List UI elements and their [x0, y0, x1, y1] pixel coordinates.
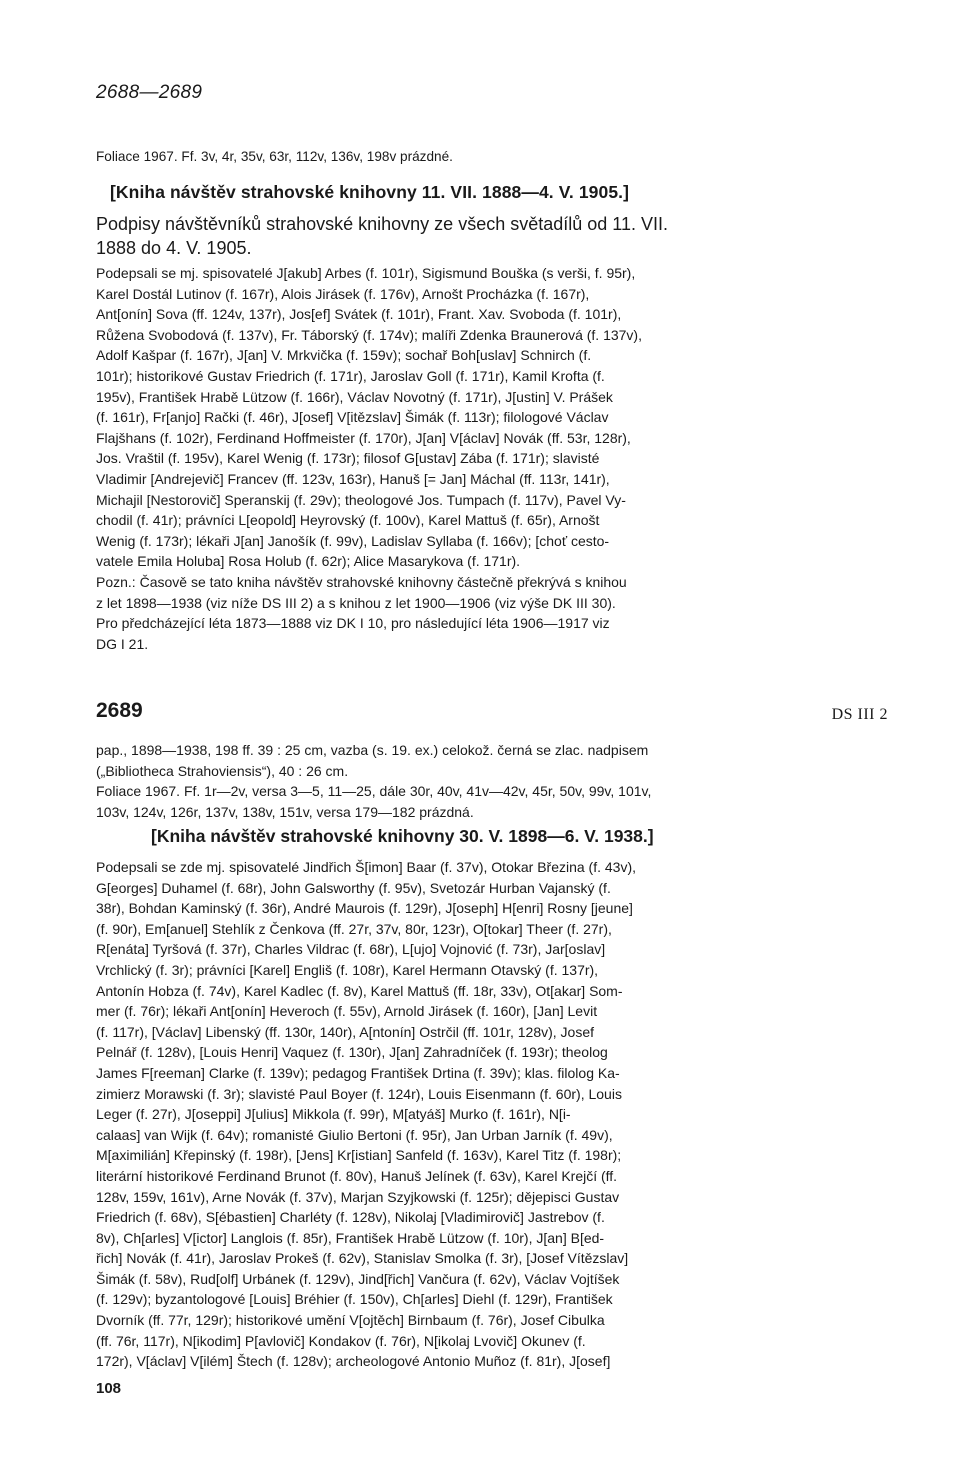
entry-2689-title: [Kniha návštěv strahovské knihovny 30. V. 1898—6. V. 1938.]	[151, 826, 654, 846]
body-line: Friedrich (f. 68v), S[ébastien] Charléty (f. 128v), Nikolaj [Vladimirovič] Jastrebov (f.	[96, 1209, 605, 1226]
body-line: chodil (f. 41r); právníci L[eopold] Heyrovský (f. 100v), Karel Mattuš (f. 65r), Arnošt	[96, 512, 600, 529]
body-line: 195v), František Hrabě Lützow (f. 166r), Václav Novotný (f. 171r), J[ustin] V. Prášek	[96, 388, 613, 405]
body-line: (f. 129v); byzantologové [Louis] Bréhier (f. 150v), Ch[arles] Diehl (f. 129r), František	[96, 1291, 613, 1308]
body-line: (f. 90r), Em[anuel] Stehlík z Čenkova (ff. 27r, 37v, 80r, 123r), O[tokar] Theer (f. 27r),	[96, 920, 612, 937]
entry-2688-title: [Kniha návštěv strahovské knihovny 11. VII. 1888—4. V. 1905.]	[110, 182, 630, 202]
body-line: Dvorník (ff. 77r, 129r); historikové umění V[ojtěch] Birnbaum (f. 76r), Josef Cibulka	[96, 1312, 605, 1329]
body-line: Pro předcházející léta 1873—1888 viz DK I 10, pro následující léta 1906—1917 viz	[96, 615, 610, 632]
body-line: Wenig (f. 173r); lékaři J[an] Janošík (f. 99v), Ladislav Syllaba (f. 166v); [choť cesto-	[96, 532, 610, 549]
entry-2688-foliace: Foliace 1967. Ff. 3v, 4r, 35v, 63r, 112v, 136v, 198v prázdné.	[96, 149, 453, 164]
description-line: 103v, 124v, 126r, 137v, 138v, 151v, versa 179—182 prázdná.	[96, 803, 474, 820]
body-line: Karel Dostál Lutinov (f. 167r), Alois Jirásek (f. 176v), Arnošt Procházka (f. 167r),	[96, 285, 590, 302]
entry-number: 2689	[96, 699, 143, 722]
body-line: Podepsali se mj. spisovatelé J[akub] Arbes (f. 101r), Sigismund Bouška (s verši, f. 95r),	[96, 265, 636, 281]
body-line: (ff. 76r, 117r), N[ikodim] P[avlovič] Kondakov (f. 76r), N[ikolaj Lvovič] Okunev (f.	[96, 1332, 586, 1349]
body-line: Šimák (f. 58v), Rud[olf] Urbánek (f. 129v), Jind[řich] Vančura (f. 62v), Václav Vojtíšek	[96, 1270, 620, 1287]
body-line: 38r), Bohdan Kaminský (f. 36r), André Maurois (f. 129r), J[oseph] H[enri] Rosny [jeune]	[96, 900, 633, 917]
description-line: pap., 1898—1938, 198 ff. 39 : 25 cm, vazba (s. 19. ex.) celokož. černá se zlac. nadpisem	[96, 742, 649, 758]
body-line: Jos. Vraštil (f. 195v), Karel Wenig (f. 173r); filosof G[ustav] Zába (f. 171r); slavisté	[96, 450, 600, 467]
body-line: Vladimir [Andrejevič] Francev (ff. 123v, 163r), Hanuš [= Jan] Máchal (ff. 113r, 141r),	[96, 470, 610, 487]
body-line: řich] Novák (f. 41r), Jaroslav Prokeš (f. 62v), Stanislav Smolka (f. 3r), [Josef Vítězslav]	[96, 1250, 629, 1267]
body-line: 172r), V[áclav] V[ilém] Štech (f. 128v); archeologové Antonio Muñoz (f. 81r), J[osef]	[96, 1353, 611, 1370]
description-line: Foliace 1967. Ff. 1r—2v, versa 3—5, 11—25, dále 30r, 40v, 41v—42v, 45r, 50v, 99v, 101v,	[96, 783, 652, 800]
body-line: DG I 21.	[96, 635, 149, 652]
entry-2689-body	[96, 857, 888, 1372]
body-line: vatele Emila Holuba] Rosa Holub (f. 62r); Alice Masarykova (f. 171r).	[96, 553, 521, 570]
subtitle-line: 1888 do 4. V. 1905.	[96, 238, 252, 258]
page-number: 108	[96, 1380, 122, 1397]
body-line: (f. 117r), [Václav] Libenský (ff. 130r, 140r), A[ntonín] Ostrčil (ff. 101r, 128v), Josef	[96, 1023, 595, 1040]
entry-2688-body	[96, 263, 888, 654]
body-line: Pozn.: Časově se tato kniha návštěv strahovské knihovny částečně překrývá s knihou	[96, 573, 627, 590]
body-line: Podepsali se zde mj. spisovatelé Jindřich Š[imon] Baar (f. 37v), Otokar Březina (f. 43v),	[96, 859, 637, 875]
body-line: Flajšhans (f. 102r), Ferdinand Hoffmeister (f. 170r), J[an] V[áclav] Novák (ff. 53r, 128r),	[96, 429, 631, 446]
body-line: G[eorges] Duhamel (f. 68r), John Galsworthy (f. 95v), Svetozár Hurban Vajanský (f.	[96, 879, 611, 896]
body-line: Vrchlický (f. 3r); právníci [Karel] Engliš (f. 108r), Karel Hermann Otavský (f. 137r),	[96, 961, 599, 978]
body-line: Antonín Hobza (f. 74v), Karel Kadlec (f. 8v), Karel Mattuš (ff. 18r, 33v), Ot[akar] Som-	[96, 982, 623, 999]
body-line: Leger (f. 27r), J[oseppi] J[ulius] Mikkola (f. 99r), M[atyáš] Murko (f. 161r), N[i-	[96, 1106, 571, 1123]
description-line: („Bibliotheca Strahoviensis“), 40 : 26 cm.	[96, 762, 349, 779]
body-line: Ant[onín] Sova (ff. 124v, 137r), Jos[ef] Svátek (f. 101r), Frant. Xav. Svoboda (f. 101r),	[96, 306, 622, 323]
body-line: 128v, 159v, 161v), Arne Novák (f. 37v), Marjan Szyjkowski (f. 125r); dějepisci Gustav	[96, 1188, 620, 1205]
body-line: mer (f. 76r); lékaři Ant[onín] Heveroch (f. 55v), Arnold Jirásek (f. 160r), [Jan] Levit	[96, 1003, 598, 1020]
body-line: Michajil [Nestorovič] Speranskij (f. 29v); theologové Jos. Tumpach (f. 117v), Pavel Vy-	[96, 491, 626, 508]
running-head: 2688—2689	[96, 82, 203, 103]
body-line: Pelnář (f. 128v), [Louis Henri] Vaquez (f. 130r), J[an] Zahradníček (f. 193r); theolog	[96, 1044, 608, 1061]
entry-2688-subtitle	[96, 212, 886, 260]
body-line: z let 1898—1938 (viz níže DS III 2) a s knihou z let 1900—1906 (viz výše DK III 30).	[96, 594, 616, 611]
body-line: zimierz Morawski (f. 3r); slavisté Paul Boyer (f. 124r), Louis Eisenmann (f. 60r), Louis	[96, 1085, 622, 1102]
body-line: (f. 161r), Fr[anjo] Rački (f. 46r), J[osef] V[itězslav] Šimák (f. 113r); filologové Václav	[96, 409, 609, 426]
body-line: literární historikové Ferdinand Brunot (f. 80v), Hanuš Jelínek (f. 63v), Karel Krejčí (ff.	[96, 1167, 618, 1184]
body-line: 8v), Ch[arles] V[ictor] Langlois (f. 85r), František Hrabě Lützow (f. 10r), J[an] B[ed-	[96, 1229, 605, 1246]
body-line: calaas] van Wijk (f. 64v); romanisté Giulio Bertoni (f. 95r), Jan Urban Jarník (f. 49v),	[96, 1126, 613, 1143]
subtitle-line: Podpisy návštěvníků strahovské knihovny ze všech světadílů od 11. VII.	[96, 214, 668, 234]
entry-2689-description	[96, 740, 888, 822]
entry-signature: DS III 2	[831, 706, 888, 723]
body-line: Adolf Kašpar (f. 167r), J[an] V. Mrkvička (f. 159v); sochař Boh[uslav] Schnirch (f.	[96, 347, 592, 364]
body-line: M[aximilián] Křepinský (f. 198r), [Jens] Kr[istian] Sanfeld (f. 163v), Karel Titz (f. 198r);	[96, 1147, 622, 1164]
body-line: James F[reeman] Clarke (f. 139v); pedagog František Drtina (f. 39v); klas. filolog Ka-	[96, 1064, 620, 1081]
body-line: 101r); historikové Gustav Friedrich (f. 171r), Jaroslav Goll (f. 171r), Kamil Krofta (f.	[96, 367, 605, 384]
body-line: Růžena Svobodová (f. 137v), Fr. Táborský (f. 174v); malíři Zdenka Braunerová (f. 137v),	[96, 326, 642, 343]
body-line: R[enáta] Tyršová (f. 37r), Charles Vildrac (f. 68r), L[ujo] Vojnović (f. 73r), Jar[oslav]	[96, 941, 606, 958]
